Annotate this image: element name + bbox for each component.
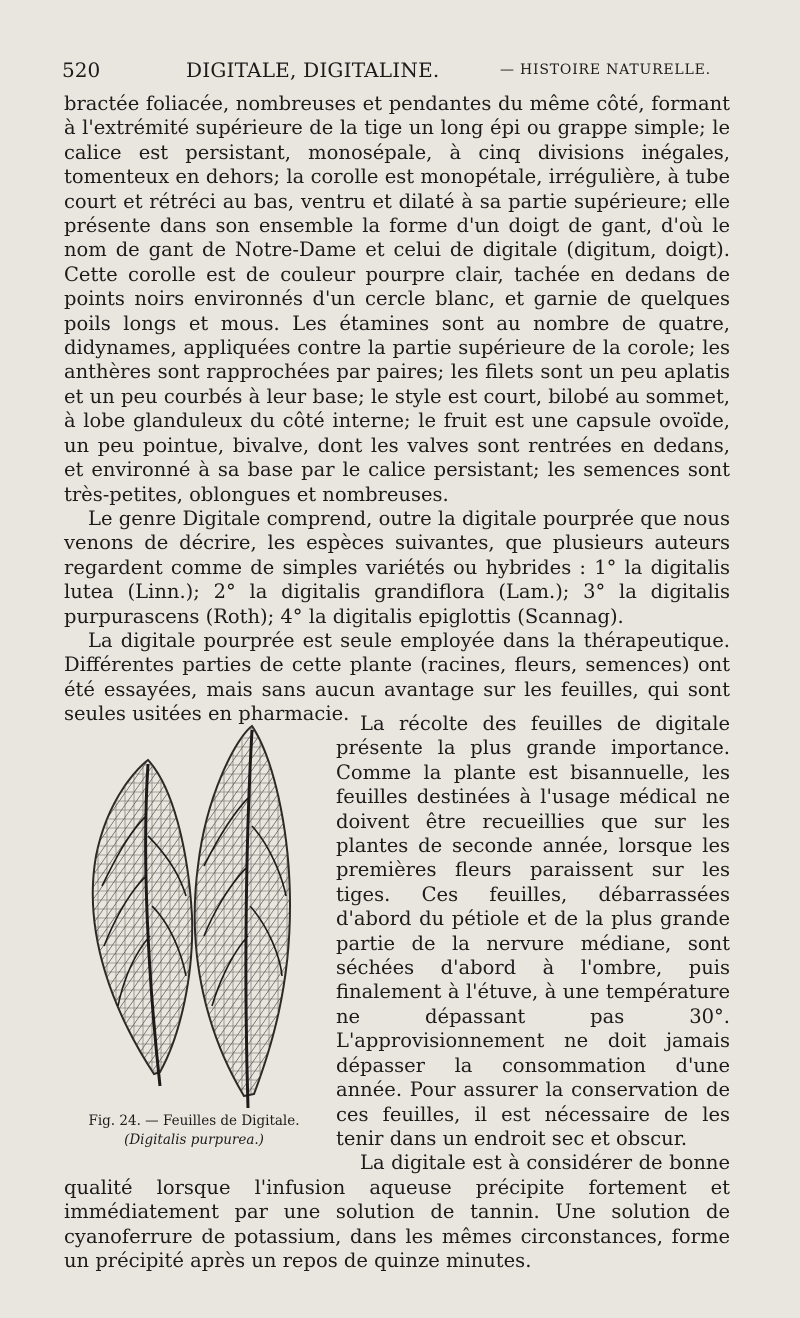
leaf-left <box>93 760 192 1086</box>
figure-scientific-name: (Digitalis purpurea.) <box>124 1132 264 1148</box>
figure-24 <box>76 716 312 1156</box>
header-subtitle: — HISTOIRE NATURELLE. <box>500 62 711 78</box>
figure-caption <box>76 1112 312 1150</box>
foxglove-leaves-illustration <box>76 716 312 1112</box>
header-title: DIGITALE, DIGITALINE. <box>186 58 440 82</box>
body-text-top <box>64 92 730 727</box>
figure-label: Fig. 24. — Feuilles de Digitale. <box>88 1113 300 1129</box>
paragraph-description: bractée foliacée, nombreuses et pendantes du même côté, formant à l'extrémité supérieure de la tige un long épi ou grappe simple; le calice est persistant, monosépale, à cinq divisions inégales, tomenteux en dehors; la corolle est monopétale, irrégulière, à tube court et rétréci au bas, ventru et dilaté à sa partie supérieure; elle présente dans son ensemble la forme d'un doigt de gant, d'où le nom de gant de Notre-Dame et celui de digitale (digitum, doigt). Cette corolle est de couleur pourpre clair, tachée en dedans de points noirs environnés d'un cercle blanc, et garnie de quelques poils longs et mous. Les étamines sont au nombre de quatre, didynames, appliquées contre la partie supérieure de la corole; les anthères sont rapprochées par paires; les filets sont un peu aplatis et un peu courbés à leur base; le style est court, bilobé au sommet, à lobe glanduleux du côté interne; le fruit est une capsule ovoïde, un peu pointue, bivalve, dont les valves sont rentrées en dedans, et environné à sa base par le calice persistant; les semences sont très-petites, oblongues et nombreuses. <box>64 92 730 506</box>
paragraph-therapeutic: La digitale pourprée est seule employée dans la thérapeutique. Différentes parties de cette plante (racines, fleurs, semences) ont été essayées, mais sans aucun avantage sur les feuilles, qui sont seules usitées en pharmacie. <box>64 628 730 726</box>
paragraph-harvest: La récolte des feuilles de digitale présente la plus grande importance. Comme la plante est bisannuelle, les feuilles destinées à l'usage médical ne doivent être recueillies que sur les plantes de seconde année, lorsque les premières fleurs paraissent sur les tiges. Ces feuilles, débarrassées d'abord du pétiole et de la plus grande partie de la nervure médiane, sont séchées d'abord à l'ombre, puis finalement à l'étuve, à une température ne dépassant pas 30°. L'approvisionnement ne doit jamais dépasser la consommation d'une année. Pour assurer la conservation de ces feuilles, il est nécessaire de les tenir dans un endroit sec et obscur. <box>336 712 730 1150</box>
leaf-right <box>195 726 290 1108</box>
paragraph-quality: La digitale est à considérer de bonne qualité lorsque l'infusion aqueuse précipite fortement et immédiatement par une solution de tannin. Une solution de cyanoferrure de potassium, dans les mêmes circonstances, forme un précipité après un repos de quinze minutes. <box>64 1151 730 1272</box>
page-number: 520 <box>62 58 101 82</box>
running-header <box>62 58 732 86</box>
paragraph-species: Le genre Digitale comprend, outre la digitale pourprée que nous venons de décrire, les espèces suivantes, que plusieurs auteurs regardent comme de simples variétés ou hybrides : 1° la digitalis lutea (Linn.); 2° la digitalis grandiflora (Lam.); 3° la digitalis purpurascens (Roth); 4° la digitalis epiglottis (Scannag). <box>64 506 730 628</box>
body-text-bottom <box>64 712 730 1273</box>
